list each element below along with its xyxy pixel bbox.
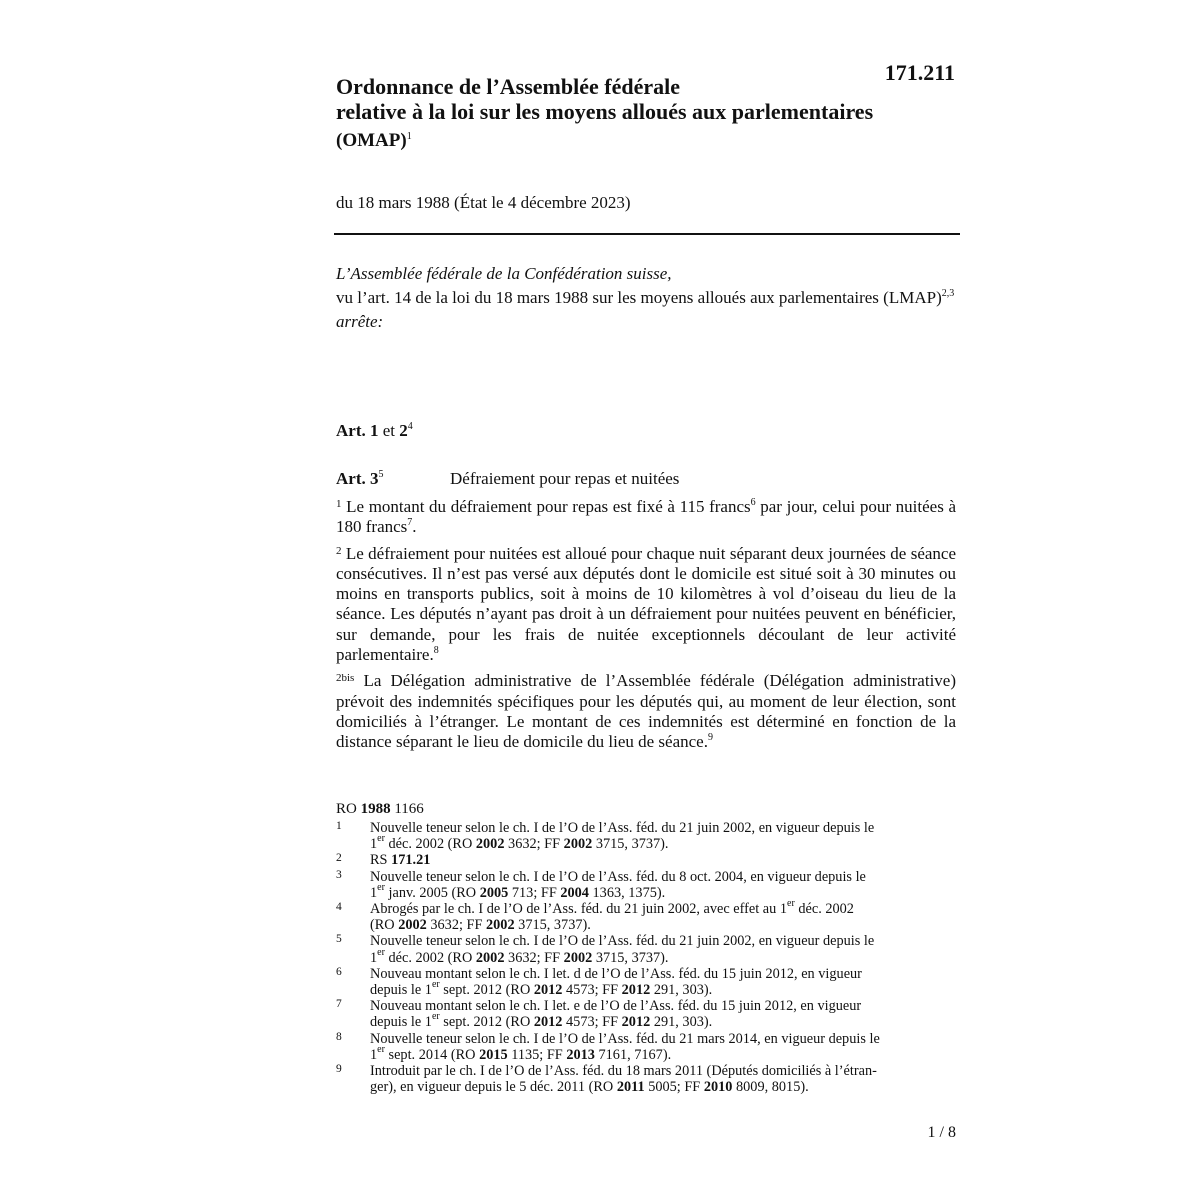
title-line-2: relative à la loi sur les moyens alloués aux parlementaires xyxy=(336,99,874,124)
footnotes-list xyxy=(336,820,966,1095)
article-3-title: Défraiement pour repas et nuitées xyxy=(450,469,680,488)
paragraph-1: $^1$ Le montant du défraiement pour repas est fixé à 115 francs$^6$ par jour, celui pour nuitées à 180 francs$^7$. xyxy=(336,497,957,537)
title-abbreviation: (OMAP)$^1$ xyxy=(336,130,412,151)
footnote-ref[interactable]: 9 xyxy=(707,732,713,744)
footnote-item: 6 Nouveau montant selon le ch. I let. d de l’O de l’Ass. féd. du 15 juin 2012, en vigueur depuis le 1er sept. 2012 (RO 2012 4573; FF 2012 291, 303). xyxy=(336,965,862,999)
footnote-ref[interactable]: 5 xyxy=(378,469,384,480)
article-1-2-heading: Art. 1 et $2^4$ xyxy=(336,421,413,440)
article-3-body xyxy=(336,497,956,759)
paragraph-2bis: $^{2bis}$ La Délégation administrative de l’Assemblée fédérale (Délégation administrative) prévoit des indemnités spécifiques pour les députés qui, au moment de leur élection, sont domiciliés à l’étranger. Le montant de ces indemnités est déterminé en fonction de la distance séparant le lieu de domicile du lieu de séance.$^9$ xyxy=(336,671,956,752)
paragraph-2: $^2$ Le défraiement pour nuitées est alloué pour chaque nuit séparant deux journées de séance consécutives. Il n’est pas versé aux députés dont le domicile est situé soit à 30 minutes ou moins en transports publics, soit à moins de 10 kilomètres à vol d’oiseau du lieu de la séance. Les députés n’ayant pas droit à un défraiement pour nuitées peuvent en bénéficier, sur demande, pour les frais de nuitée exceptionnels découlant de leur activité parlementaire.$^8$ xyxy=(336,543,956,665)
footnote-ref[interactable]: 7 xyxy=(407,517,413,529)
document-date: du 18 mars 1988 (État le 4 décembre 2023) xyxy=(336,193,631,212)
footnote-ref[interactable]: 6 xyxy=(750,497,756,508)
article-3-heading: Art. $3^5$ Défraiement pour repas et nuitées xyxy=(336,469,680,488)
footnote-ref[interactable]: 1 xyxy=(406,131,412,142)
header-divider xyxy=(334,233,960,235)
footnote-item: 5 Nouvelle teneur selon le ch. I de l’O de l’Ass. féd. du 21 juin 2002, en vigueur depuis le 1er déc. 2002 (RO 2002 3632; FF 2002 3715, 3737). xyxy=(336,933,875,966)
sr-number: 171.211 xyxy=(884,60,955,85)
footnote-item: 2 RS 171.21 xyxy=(336,852,431,869)
document-title xyxy=(336,74,956,152)
footnote-ref[interactable]: 4 xyxy=(407,421,413,432)
preamble xyxy=(336,264,956,336)
footnote-item: 3 Nouvelle teneur selon le ch. I de l’O de l’Ass. féd. du 8 oct. 2004, en vigueur depuis le 1er janv. 2005 (RO 2005 713; FF 2004 1363, 1375). xyxy=(336,868,866,901)
footnote-item: 4 Abrogés par le ch. I de l’O de l’Ass. féd. du 21 juin 2002, avec effet au 1er déc. 2002 (RO 2002 3632; FF 2002 3715, 3737). xyxy=(336,898,854,934)
footnote-item: 1 Nouvelle teneur selon le ch. I de l’O de l’Ass. féd. du 21 juin 2002, en vigueur depuis le 1er déc. 2002 (RO 2002 3632; FF 2002 3715, 3737). xyxy=(336,820,875,853)
footnote-item: 9 Introduit par le ch. I de l’O de l’Ass. féd. du 18 mars 2011 (Députés domiciliés à l’étran- ger), en vigueur depuis le 5 déc. 2011 (RO 2011 5005; FF 2010 8009, 8015). xyxy=(336,1063,877,1096)
footnote-ref[interactable]: 2,3 xyxy=(941,288,955,299)
preamble-authority: L’Assemblée fédérale de la Confédération suisse, xyxy=(336,264,672,283)
footnote-item: 7 Nouveau montant selon le ch. I let. e de l’O de l’Ass. féd. du 15 juin 2012, en vigueur depuis le 1er sept. 2012 (RO 2012 4573; FF 2012 291, 303). xyxy=(336,998,862,1031)
title-line-1: Ordonnance de l’Assemblée fédérale xyxy=(336,74,680,99)
footnote-item: 8 Nouvelle teneur selon le ch. I de l’O de l’Ass. féd. du 21 mars 2014, en vigueur depuis le 1er sept. 2014 (RO 2015 1135; FF 2013 7161, 7167). xyxy=(336,1030,880,1063)
preamble-basis: vu l’art. 14 de la loi du 18 mars 1988 sur les moyens alloués aux parlementaires (LMAP)$^{2,3}$ xyxy=(336,288,955,307)
footnote-source: RO 1988 1166 xyxy=(336,801,424,817)
footnote-ref[interactable]: 8 xyxy=(433,645,439,657)
page-number: 1 / 8 xyxy=(927,1124,956,1141)
preamble-decree: arrête: xyxy=(336,312,384,331)
